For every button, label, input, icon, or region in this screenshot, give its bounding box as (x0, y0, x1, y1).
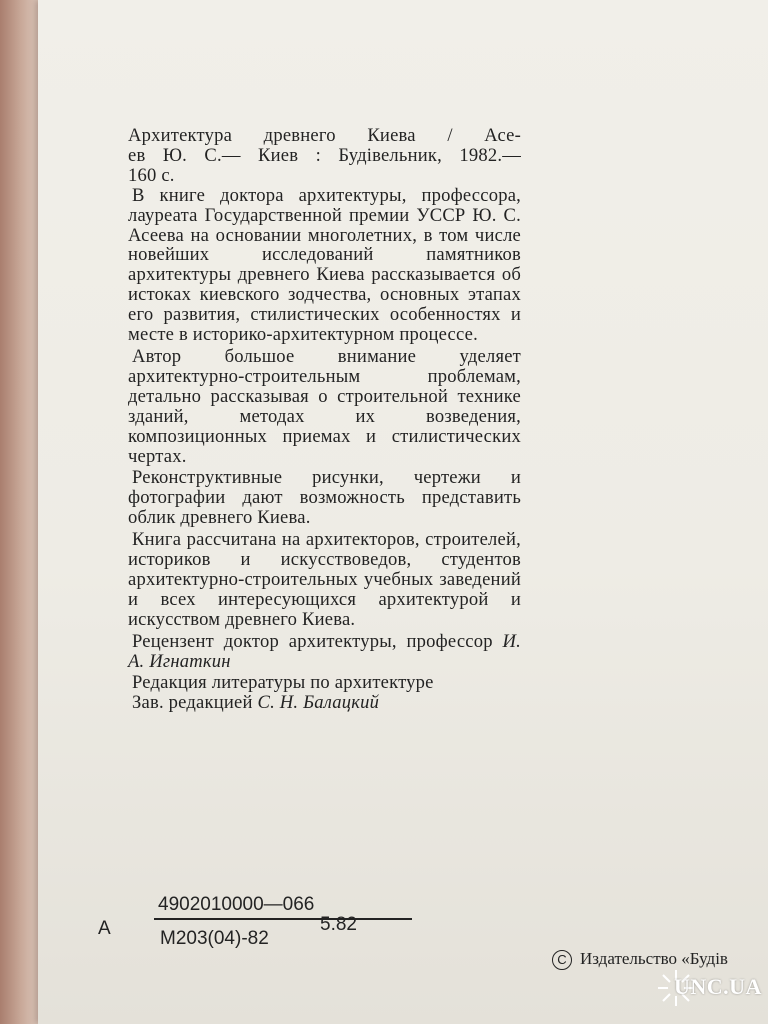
copyright-icon: С (552, 950, 572, 970)
watermark-text: UNC.UA (674, 974, 762, 999)
reviewer-label: Рецензент доктор архитектуры, профессор (132, 630, 493, 652)
index-code-fraction-line (154, 918, 412, 920)
editorial-head-line (128, 693, 521, 713)
index-code-denominator: М203(04)-82 (160, 928, 269, 949)
editorial-office: Редакция литературы по архитектуре (132, 672, 434, 694)
abstract-paragraph-2: Автор большое внимание уделяет архитектурно-строительным проблемам, детально рассказывая о строительной технике зданий, методах их возведения, композиционных приемах и стилистических чертах. (128, 345, 521, 467)
abstract-paragraph-1: В книге доктора архитектуры, профессора, лауреата Государственной премии УССР Ю. С. Асеева на основании многолетних, в том числе новейших исследований памятников архитектуры древнего Киева рассказывается об истоках киевского зодчества, основных этапах его развития, стилистических особенностях и месте в историко-архитектурном процессе. (128, 184, 521, 346)
bibliography-line-3: 160 с. (128, 164, 175, 186)
watermark (654, 968, 766, 1012)
editorial-head-label: Зав. редакцией (132, 692, 253, 714)
index-code-numerator: 4902010000—066 (158, 894, 315, 915)
reviewer-line (128, 632, 521, 672)
abstract-paragraph-3: Реконструктивные рисунки, чертежи и фотографии дают возможность представить облик древнего Киева. (128, 467, 521, 529)
copyright-text: Издательство «Будів (580, 949, 728, 968)
bibliographic-block (128, 126, 521, 713)
reviewer-name: И. А. Игнаткин (128, 630, 521, 672)
index-code-price: 5.82 (320, 914, 357, 935)
bibliography-line-1: Архитектура древнего Киева / Асе- (128, 125, 521, 146)
editorial-head-name: С. Н. Балацкий (257, 692, 380, 714)
index-code-letter: А (98, 918, 111, 939)
bibliography-line-2: ев Ю. С.— Киев : Будівельник, 1982.— (128, 144, 521, 166)
abstract-paragraph-4: Книга рассчитана на архитекторов, строителей, историков и искусствоведов, студентов архитектурно-строительных учебных заведений и всех интересующихся архитектурой и искусством древнего Киева. (128, 529, 521, 630)
copyright-line (552, 949, 728, 970)
